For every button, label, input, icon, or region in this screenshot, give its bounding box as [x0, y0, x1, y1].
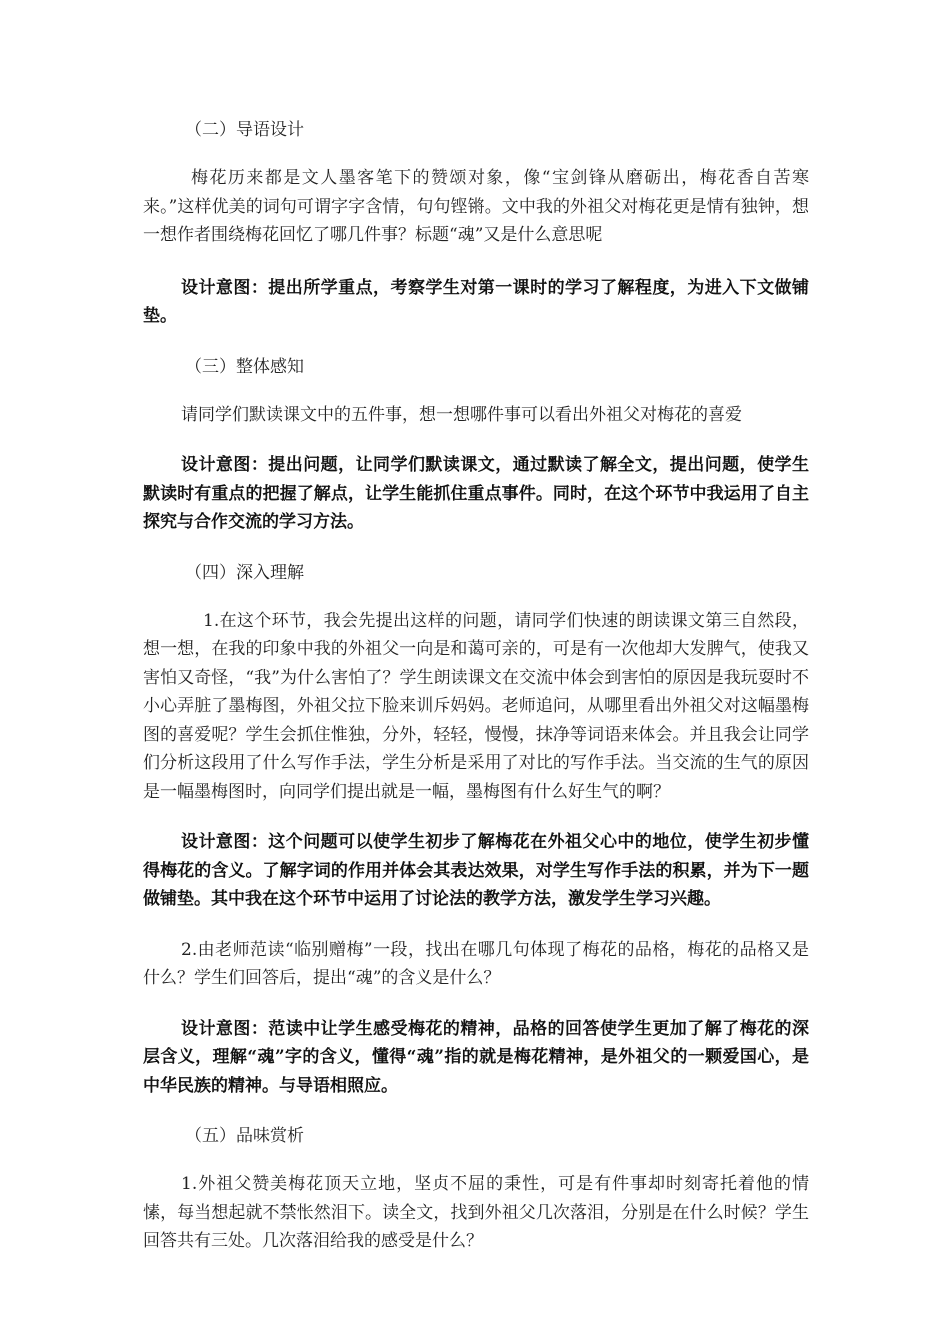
design-intent-deep-understanding-1: 设计意图：这个问题可以使学生初步了解梅花在外祖父心中的地位，使学生初步懂得梅花的含义。了解字词的作用并体会其表达效果，对学生写作手法的积累，并为下一题做铺垫。其中我在这个环节中运用了讨论法的教学方法，激发学生学习兴趣。 [143, 832, 809, 909]
design-intent-overall-perception: 设计意图：提出问题，让同学们默读课文，通过默读了解全文，提出问题，使学生默读时有重点的把握了解点，让学生能抓住重点事件。同时，在这个环节中我运用了自主探究与合作交流的学习方法。 [143, 455, 809, 532]
design-intent-lead-in: 设计意图：提出所学重点，考察学生对第一课时的学习了解程度，为进入下文做铺垫。 [143, 277, 809, 326]
section-heading-lead-in: （二）导语设计 [185, 120, 304, 140]
document-page [143, 118, 809, 1256]
appreciation-paragraph-1: 1.外祖父赞美梅花顶天立地，坚贞不屈的秉性，可是有件事却时刻寄托着他的情愫，每当想起就不禁怅然泪下。读全文，找到外祖父几次落泪，分别是在什么时候？学生回答共有三处。几次落泪给我的感受是什么？ [143, 1174, 809, 1251]
deep-understanding-paragraph-2: 2.由老师范读“临别赠梅”一段，找出在哪几句体现了梅花的品格，梅花的品格又是什么？学生们回答后，提出“魂”的含义是什么？ [143, 939, 809, 988]
lead-in-paragraph: 梅花历来都是文人墨客笔下的赞颂对象，像“宝剑锋从磨砺出，梅花香自苦寒来。”这样优美的词句可谓字字含情，句句铿锵。文中我的外祖父对梅花更是情有独钟，想一想作者围绕梅花回忆了哪几件事？标题“魂”又是什么意思呢 [143, 168, 809, 245]
section-heading-overall-perception: （三）整体感知 [185, 356, 304, 377]
deep-understanding-paragraph-1: 1.在这个环节，我会先提出这样的问题，请同学们快速的朗读课文第三自然段，想一想，在我的印象中我的外祖父一向是和蔼可亲的，可是有一次他却大发脾气，使我又害怕又奇怪，“我”为什么害怕了？学生朗读课文在交流中体会到害怕的原因是我玩耍时不小心弄脏了墨梅图，外祖父拉下脸来训斥妈妈。老师追问，从哪里看出外祖父对这幅墨梅图的喜爱呢？学生会抓住惟独，分外，轻轻，慢慢，抹净等词语来体会。并且我会让同学们分析这段用了什么写作手法，学生分析是采用了对比的写作手法。当交流的生气的原因是一幅墨梅图时，向同学们提出就是一幅，墨梅图有什么好生气的啊？ [143, 610, 809, 802]
section-heading-appreciation: （五）品味赏析 [185, 1126, 304, 1146]
design-intent-deep-understanding-2: 设计意图：范读中让学生感受梅花的精神，品格的回答使学生更加了解了梅花的深层含义，理解“魂”字的含义，懂得“魂”指的就是梅花精神，是外祖父的一颗爱国心，是中华民族的精神。与导语相照应。 [143, 1018, 809, 1096]
section-heading-deep-understanding: （四）深入理解 [185, 562, 304, 583]
overall-perception-paragraph: 请同学们默读课文中的五件事，想一想哪件事可以看出外祖父对梅花的喜爱 [181, 404, 742, 425]
